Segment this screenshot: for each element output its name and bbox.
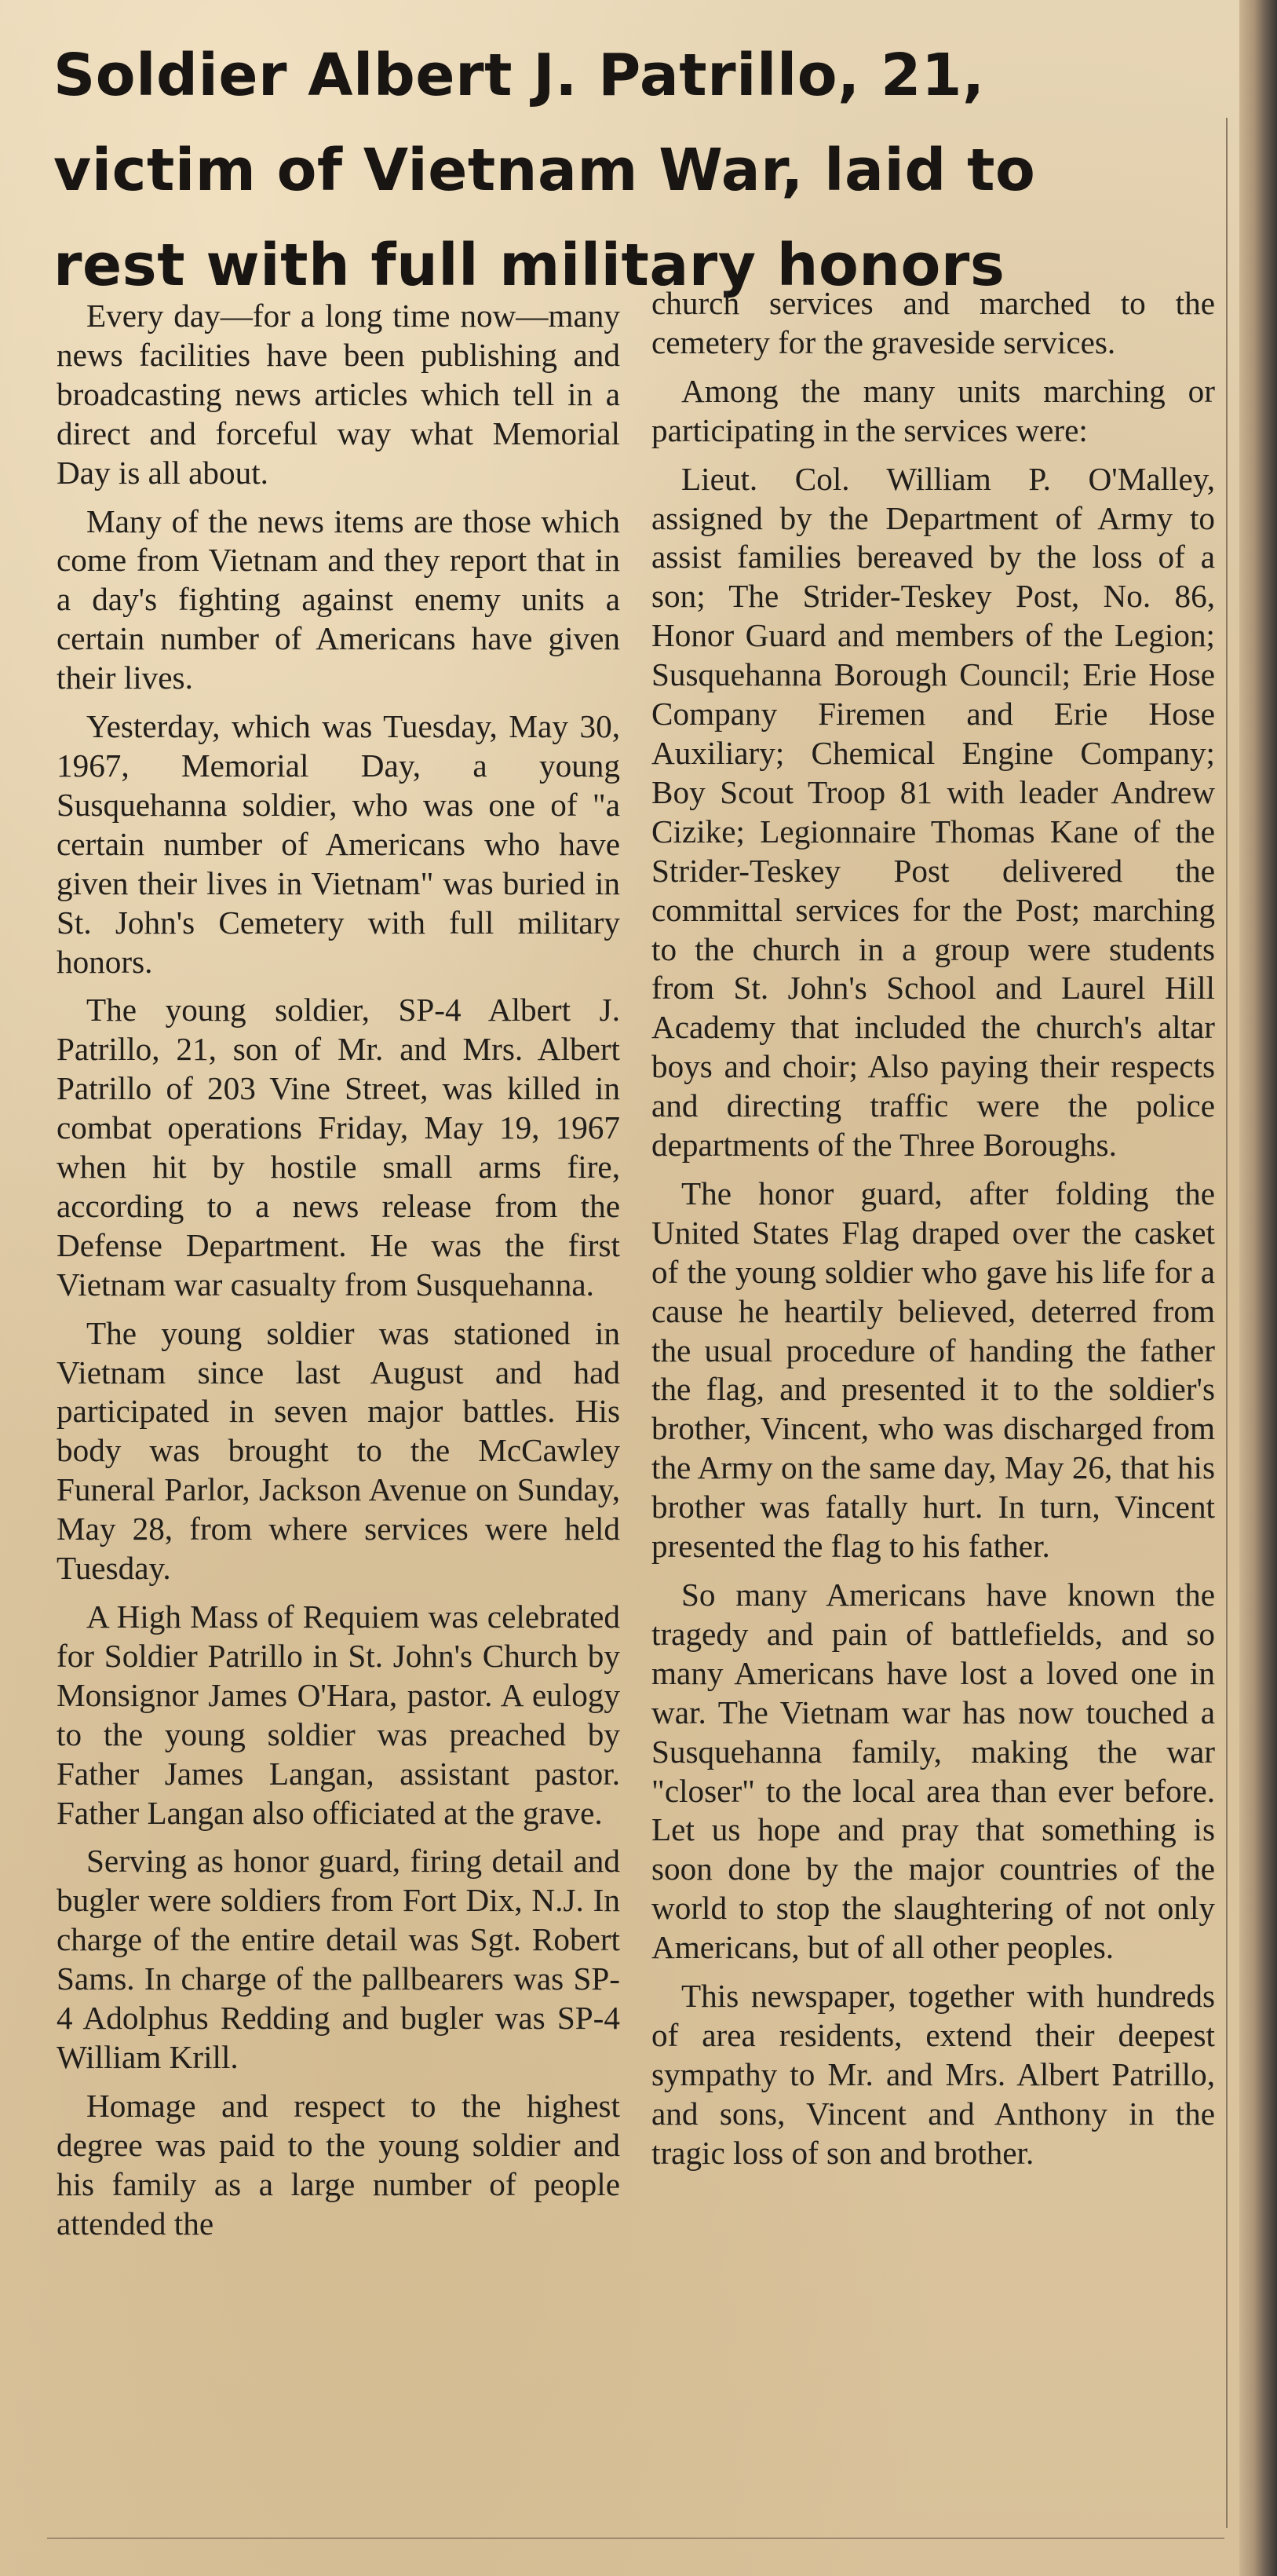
paragraph: Among the many units marching or participating in the services were: [651, 372, 1215, 448]
paragraph: The honor guard, after folding the United States Flag draped over the casket of the young soldier who gave his life for a cause he heartily believed, deterred from the usual procedure of handing the father the flag, and presented it to the soldier's brother, Vincent, who was discharged from the Army on the same day, May 26, that his brother was fatally hurt. In turn, Vincent presented the flag to his father. [651, 1175, 1215, 1565]
paragraph: Yesterday, which was Tuesday, May 30, 1967, Memorial Day, a young Susquehanna soldier, who was one of "a certain number of Americans who have given their lives in Vietnam" was buried in St. John's Cemetery with full military honors. [57, 708, 620, 980]
paragraph: Homage and respect to the highest degree was paid to the young soldier and his family as a large number of people attended the [57, 2087, 620, 2242]
column-rule [1226, 118, 1228, 2528]
left-column [57, 297, 620, 2253]
right-column [651, 284, 1215, 2183]
paragraph-continuation: church services and marched to the cemetery for the graveside services. [651, 285, 1215, 360]
paragraph: The young soldier, SP-4 Albert J. Patrillo, 21, son of Mr. and Mrs. Albert Patrillo of 203 Vine Street, was killed in combat operations Friday, May 19, 1967 when hit by hostile small arms fire, according to a news release from the Defense Department. He was the first Vietnam war casualty from Susquehanna. [57, 992, 620, 1303]
paragraph: This newspaper, together with hundreds of area residents, extend their deepest sympathy to Mr. and Mrs. Albert Patrillo, and sons, Vincent and Anthony in the tragic loss of son and brother. [651, 1978, 1215, 2171]
paragraph: A High Mass of Requiem was celebrated for Soldier Patrillo in St. John's Church by Monsignor James O'Hara, pastor. A eulogy to the young soldier was preached by Father James Langan, assistant pastor. Father Langan also officiated at the grave. [57, 1599, 620, 1831]
paragraph: Lieut. Col. William P. O'Malley, assigned by the Department of Army to assist families bereaved by the loss of a son; The Strider-Teskey Post, No. 86, Honor Guard and members of the Legion; Susquehanna Borough Council; Erie Hose Company Firemen and Erie Hose Auxiliary; Chemical Engine Company; Boy Scout Troop 81 with leader Andrew Cizike; Legionnaire Thomas Kane of the Strider-Teskey Post delivered the committal services for the Post; marching to the church in a group were students from St. John's School and Laurel Hill Academy that included the church's altar boys and choir; Also paying their respects and directing traffic were the police departments of the Three Boroughs. [651, 460, 1215, 1164]
headline: Soldier Albert J. Patrillo, 21, victim of Vietnam War, laid to rest with full military honors [53, 42, 1036, 299]
paragraph: Serving as honor guard, firing detail and bugler were soldiers from Fort Dix, N.J. In charge of the entire detail was Sgt. Robert Sams. In charge of the pallbearers was SP-4 Adolphus Redding and bugler was SP-4 William Krill. [57, 1843, 620, 2075]
clipping-edge-shadow [1239, 0, 1277, 2576]
paragraph: So many Americans have known the tragedy and pain of battlefields, and so many Americans have lost a loved one in war. The Vietnam war has now touched a Susquehanna family, making the war "closer" to the local area than ever before. Let us hope and pray that something is soon done by the major countries of the world to stop the slaughtering of not only Americans, but of all other peoples. [651, 1577, 1215, 1966]
bottom-rule [47, 2538, 1224, 2539]
paragraph: The young soldier was stationed in Vietnam since last August and had participated in seven major battles. His body was brought to the McCawley Funeral Parlor, Jackson Avenue on Sunday, May 28, from where services were held Tuesday. [57, 1314, 620, 1587]
paragraph: Many of the news items are those which come from Vietnam and they report that in a day's fighting against enemy units a certain number of Americans have given their lives. [57, 502, 620, 696]
paragraph: Every day—for a long time now—many news facilities have been publishing and broadcasting news articles which tell in a direct and forceful way what Memorial Day is all about. [57, 298, 620, 491]
